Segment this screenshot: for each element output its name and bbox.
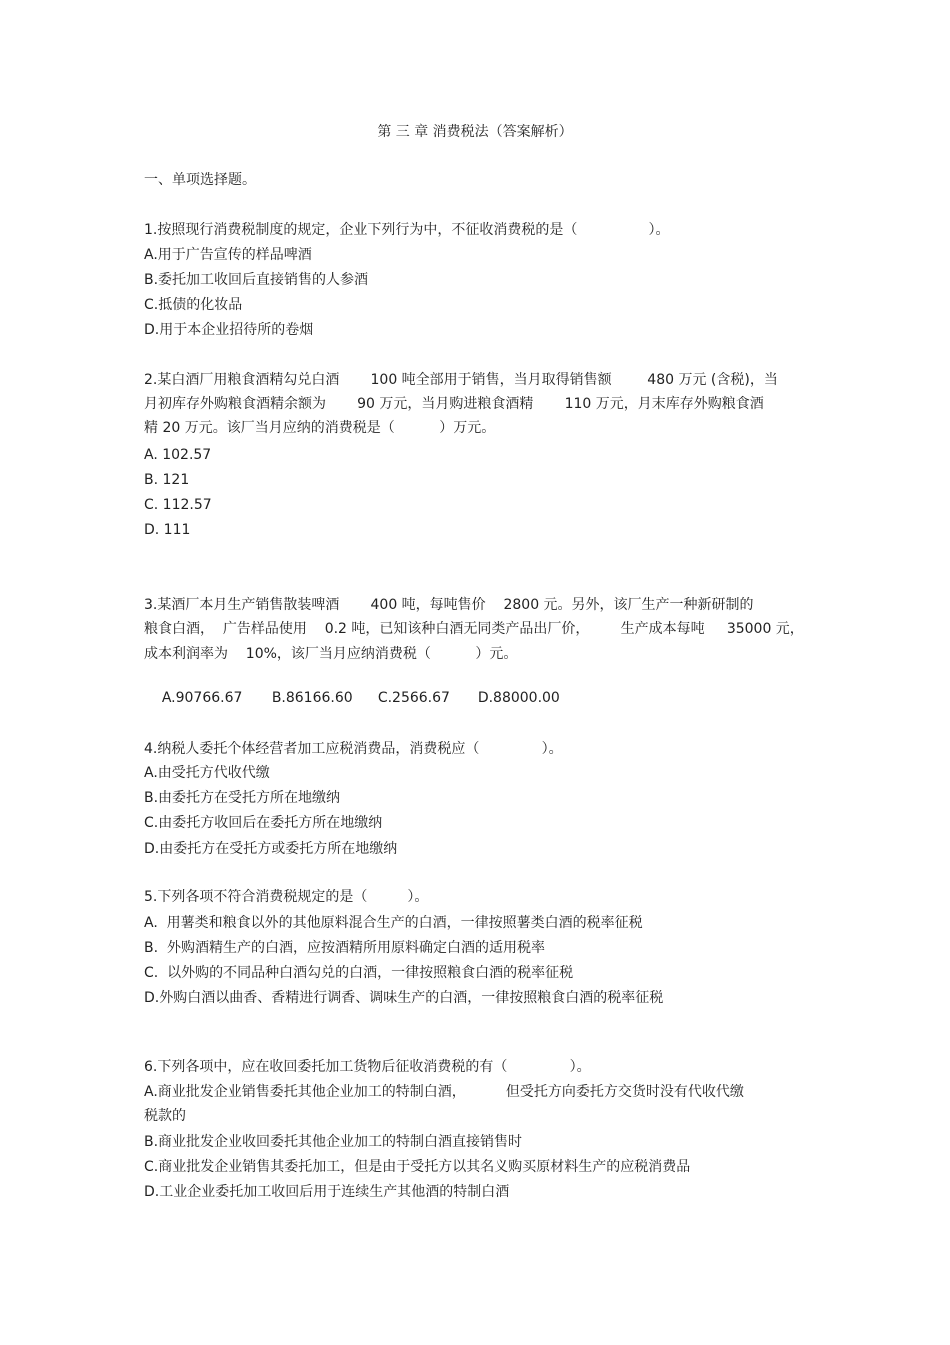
q2-option-d: D. 111 bbox=[144, 522, 191, 538]
q3-options-row bbox=[144, 671, 560, 725]
q3-option-a: A.90766.67 bbox=[161, 690, 243, 706]
q4-option-d: D.由委托方在受托方或委托方所在地缴纳 bbox=[144, 841, 398, 857]
q3-stem-line-2: 粮食白酒， 广告样品使用 0.2 吨，已知该种白酒无同类产品出厂价， 生产成本每吨 35000 元， bbox=[144, 621, 804, 637]
q2-option-c: C. 112.57 bbox=[144, 497, 212, 513]
q3-stem-line-1: 3.某酒厂本月生产销售散装啤酒 400 吨，每吨售价 2800 元。另外，该厂生产一种新研制的 bbox=[144, 597, 754, 613]
q1-option-c: C.抵债的化妆品 bbox=[144, 297, 243, 313]
q6-option-c: C.商业批发企业销售其委托加工，但是由于受托方以其名义购买原材料生产的应税消费品 bbox=[144, 1159, 691, 1175]
q1-option-b: B.委托加工收回后直接销售的人参酒 bbox=[144, 272, 369, 288]
q4-option-b: B.由委托方在受托方所在地缴纳 bbox=[144, 790, 341, 806]
q6-stem: 6.下列各项中，应在收回委托加工货物后征收消费税的有（ ）。 bbox=[144, 1059, 591, 1075]
q2-option-a: A. 102.57 bbox=[144, 447, 212, 463]
q6-option-b: B.商业批发企业收回委托其他企业加工的特制白酒直接销售时 bbox=[144, 1134, 523, 1150]
q3-option-c: C.2566.67 bbox=[377, 690, 450, 706]
chapter-title: 第 三 章 消费税法（答案解析） bbox=[377, 124, 573, 140]
q1-stem: 1.按照现行消费税制度的规定，企业下列行为中，不征收消费税的是（ ）。 bbox=[144, 222, 670, 238]
q3-stem-line-3: 成本利润率为 10%，该厂当月应纳消费税（ ）元。 bbox=[144, 646, 518, 662]
q5-option-a: A. 用薯类和粮食以外的其他原料混合生产的白酒，一律按照薯类白酒的税率征税 bbox=[144, 915, 643, 931]
q2-stem-line-1: 2.某白酒厂用粮食酒精勾兑白酒 100 吨全部用于销售，当月取得销售额 480 万元 (含税)，当 bbox=[144, 372, 778, 388]
q4-option-c: C.由委托方收回后在委托方所在地缴纳 bbox=[144, 815, 383, 831]
q1-option-a: A.用于广告宣传的样品啤酒 bbox=[144, 247, 312, 263]
q1-option-d: D.用于本企业招待所的卷烟 bbox=[144, 322, 314, 338]
q4-option-a: A.由受托方代收代缴 bbox=[144, 765, 270, 781]
q5-option-c: C. 以外购的不同品种白酒勾兑的白酒，一律按照粮食白酒的税率征税 bbox=[144, 965, 574, 981]
q4-stem: 4.纳税人委托个体经营者加工应税消费品，消费税应（ ）。 bbox=[144, 741, 563, 757]
q6-option-d: D.工业企业委托加工收回后用于连续生产其他酒的特制白酒 bbox=[144, 1184, 510, 1200]
q2-option-b: B. 121 bbox=[144, 472, 190, 488]
q6-option-a-line-1: A.商业批发企业销售委托其他企业加工的特制白酒， 但受托方向委托方交货时没有代收代缴 bbox=[144, 1084, 744, 1100]
q5-stem: 5.下列各项不符合消费税规定的是（ ）。 bbox=[144, 889, 429, 905]
q5-option-d: D.外购白酒以曲香、香精进行调香、调味生产的白酒，一律按照粮食白酒的税率征税 bbox=[144, 990, 664, 1006]
q2-stem-line-2: 月初库存外购粮食酒精余额为 90 万元，当月购进粮食酒精 110 万元，月末库存外购粮食酒 bbox=[144, 396, 764, 412]
q5-option-b: B. 外购酒精生产的白酒，应按酒精所用原料确定白酒的适用税率 bbox=[144, 940, 545, 956]
q3-option-b: B.86166.60 bbox=[271, 690, 353, 706]
q2-stem-line-3: 精 20 万元。该厂当月应纳的消费税是（ ）万元。 bbox=[144, 420, 496, 436]
section-heading: 一、单项选择题。 bbox=[144, 172, 256, 188]
q6-option-a-line-2: 税款的 bbox=[144, 1108, 186, 1124]
q3-option-d: D.88000.00 bbox=[477, 690, 560, 706]
